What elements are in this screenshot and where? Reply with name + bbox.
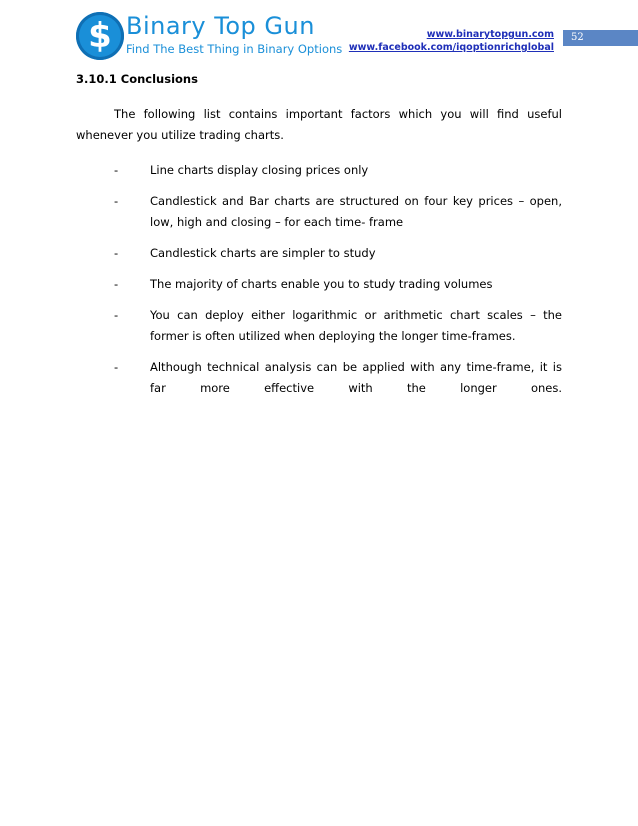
header-links	[349, 28, 554, 54]
list-item-text: Although technical analysis can be applied with any time-frame, it is far more effective with the longer ones.	[150, 360, 562, 395]
binary-top-gun-logo[interactable]	[76, 10, 343, 62]
intro-paragraph: The following list contains important factors which you will find useful whenever you utilize trading charts.	[76, 107, 562, 142]
list-item	[76, 274, 562, 295]
facebook-link[interactable]: www.facebook.com/iqoptionrichglobal	[348, 42, 554, 53]
bullet-dash: -	[114, 277, 119, 291]
bullet-dash: -	[114, 360, 119, 374]
bullet-dash: -	[114, 194, 119, 208]
bullet-dash: -	[114, 163, 119, 177]
document-body	[76, 72, 562, 409]
list-item	[76, 191, 562, 233]
dollar-coin-icon: $	[76, 12, 124, 60]
bullet-dash: -	[114, 246, 119, 260]
list-item	[76, 160, 562, 181]
conclusions-list	[76, 160, 562, 399]
list-item	[76, 357, 562, 399]
list-item-text: Candlestick charts are simpler to study	[150, 246, 376, 260]
bullet-dash: -	[114, 308, 119, 322]
list-item-text: Candlestick and Bar charts are structured on four key prices – open, low, high and closing – for each time- frame	[150, 194, 562, 229]
page-header	[0, 0, 638, 70]
list-item-text: You can deploy either logarithmic or arithmetic chart scales – the former is often utilized when deploying the longer time-frames.	[150, 308, 562, 343]
list-item-text: Line charts display closing prices only	[150, 163, 369, 177]
section-title: 3.10.1 Conclusions	[76, 72, 198, 86]
logo-tagline: Find The Best Thing in Binary Options	[126, 42, 343, 56]
website-link[interactable]: www.binarytopgun.com	[426, 29, 554, 40]
page-number: 52	[563, 30, 638, 46]
list-item-text: The majority of charts enable you to study trading volumes	[150, 277, 493, 291]
list-item	[76, 305, 562, 347]
logo-title: Binary Top Gun	[126, 12, 315, 40]
list-item	[76, 243, 562, 264]
